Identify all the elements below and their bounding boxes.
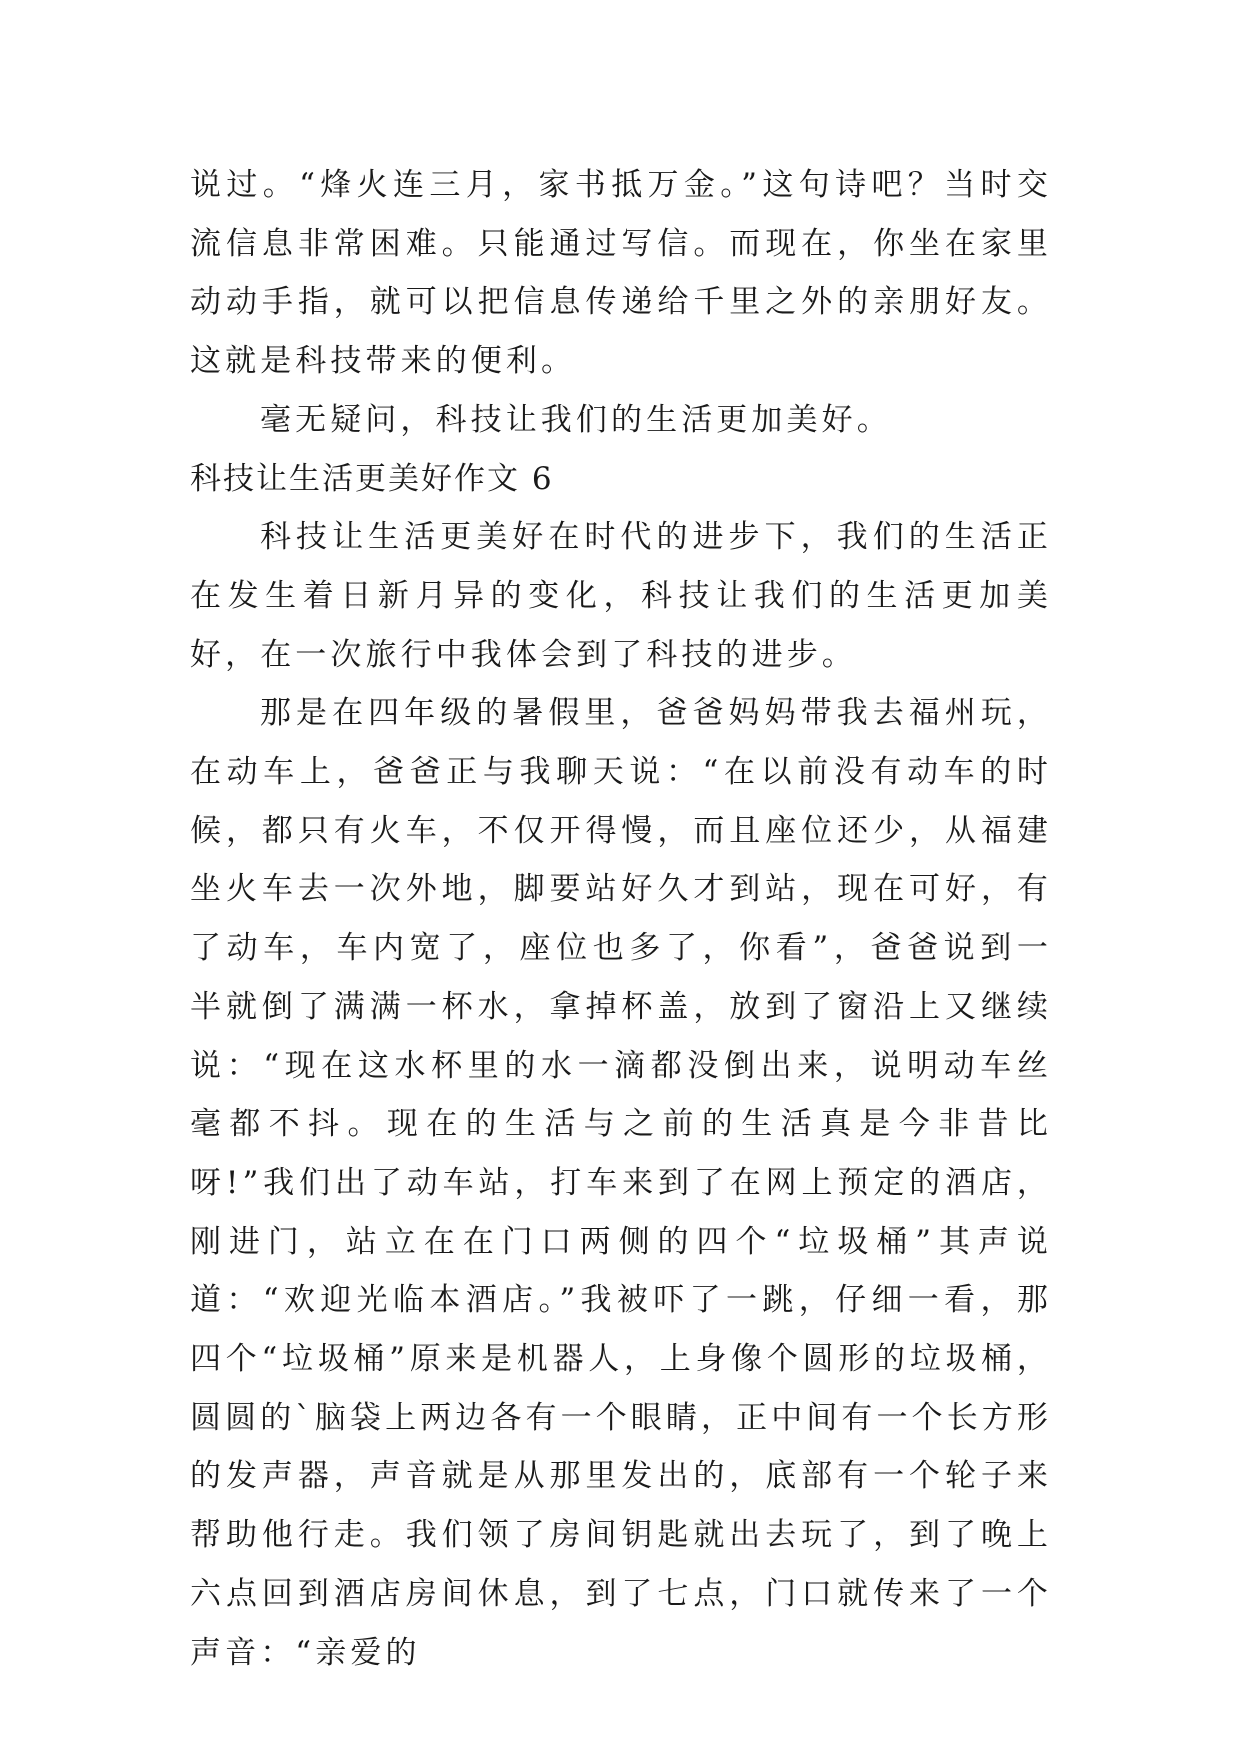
section-paragraph-intro: 科技让生活更美好在时代的进步下，我们的生活正在发生着日新月异的变化，科技让我们的生活更加美好，在一次旅行中我体会到了科技的进步。 — [190, 519, 1052, 673]
paragraph-continuation: 说过。“烽火连三月，家书抵万金。”这句诗吧？当时交流信息非常困难。只能通过写信。而现在，你坐在家里动动手指，就可以把信息传递给千里之外的亲朋好友。这就是科技带来的便利。 — [190, 167, 1052, 380]
document-page — [190, 156, 1052, 1682]
paragraph-conclusion: 毫无疑问，科技让我们的生活更加美好。 — [260, 401, 892, 438]
section-paragraph-story: 那是在四年级的暑假里，爸爸妈妈带我去福州玩，在动车上，爸爸正与我聊天说：“在以前没有动车的时候，都只有火车，不仅开得慢，而且座位还少，从福建坐火车去一次外地，脚要站好久才到站，现在可好，有了动车，车内宽了，座位也多了，你看”，爸爸说到一半就倒了满满一杯水，拿掉杯盖，放到了窗沿上又继续说：“现在这水杯里的水一滴都没倒出来，说明动车丝毫都不抖。现在的生活与之前的生活真是今非昔比呀!”我们出了动车站，打车来到了在网上预定的酒店，刚进门，站立在在门口两侧的四个“垃圾桶”其声说道：“欢迎光临本酒店。”我被吓了一跳，仔细一看，那四个“垃圾桶”原来是机器人，上身像个圆形的垃圾桶，圆圆的`脑袋上两边各有一个眼睛，正中间有一个长方形的发声器，声音就是从那里发出的，底部有一个轮子来帮助他行走。我们领了房间钥匙就出去玩了，到了晚上六点回到酒店房间休息，到了七点，门口就传来了一个声音：“亲爱的 — [190, 695, 1052, 1671]
section-title: 科技让生活更美好作文 6 — [190, 460, 554, 497]
